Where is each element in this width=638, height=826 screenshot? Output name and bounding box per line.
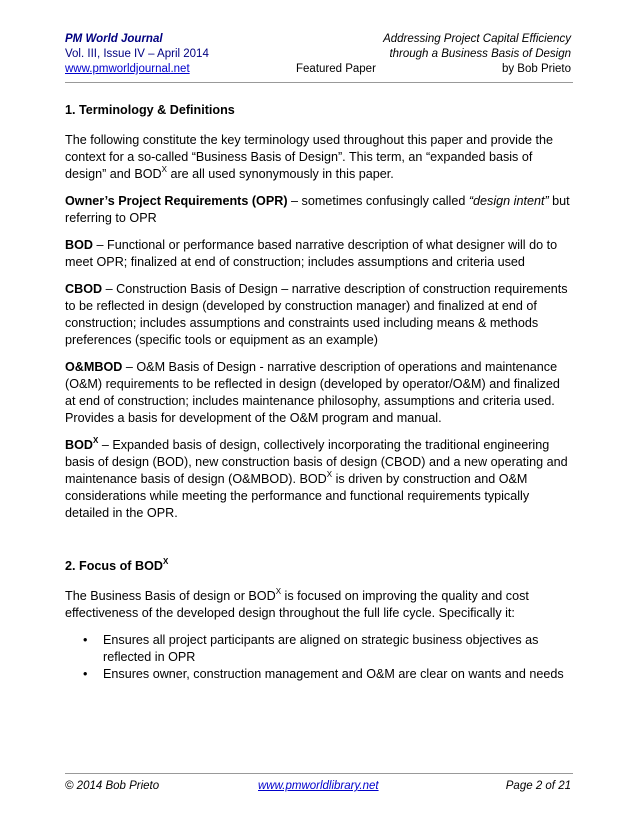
- focus-bullet-list: [65, 632, 573, 683]
- bullet-icon: •: [83, 633, 88, 647]
- header-category: Featured Paper: [296, 63, 376, 75]
- footer-divider: [65, 773, 573, 774]
- section1-intro: The following constitute the key terminology used throughout this paper and provide the context for a so-called “Business Basis of Design”. This term, an “expanded basis of design” and $BOD^X$ are all used synonymously in this paper.: [65, 133, 553, 181]
- term-ombod: O&MBOD: [65, 360, 123, 374]
- journal-link[interactable]: www.pmworldjournal.net: [65, 63, 190, 75]
- footer-copyright: © 2014 Bob Prieto: [65, 780, 160, 792]
- term-bodx: $BOD^X$: [65, 435, 99, 452]
- paper-author: by Bob Prieto: [501, 63, 571, 75]
- definition-cbod: CBOD – Construction Basis of Design – narrative description of construction requirements to be reflected in design (developed by construction manager) and finalized at end of construction; includes assumptions and constraints used including means & methods preferences (specific tools or equipment as an example): [65, 282, 568, 347]
- list-item: • Ensures all project participants are aligned on strategic business objectives as reflected in OPR: [83, 633, 539, 664]
- footer-page-number: Page 2 of 21: [505, 780, 571, 792]
- header-journal-info: [65, 32, 209, 77]
- paper-title-line2: through a Business Basis of Design: [389, 48, 571, 60]
- definition-bod: BOD – Functional or performance based narrative description of what designer will do to meet OPR; finalized at end of construction; includes assumptions and criteria used: [65, 238, 558, 269]
- section2-heading: 2. Focus of $BOD^X$: [65, 556, 169, 573]
- section1-heading: 1. Terminology & Definitions: [65, 103, 235, 117]
- term-cbod: CBOD: [65, 282, 103, 296]
- journal-name: PM World Journal: [65, 33, 163, 45]
- definition-bodx: $BOD^X$ – Expanded basis of design, collectively incorporating the traditional engineering basis of design (BOD), new construction basis of design (CBOD) and a new operating and maintenance basis of design (O&MBOD). $BOD^X$ is driven by construction and O&M considerations while meeting the performance and functional requirements typically detailed in the OPR.: [65, 435, 568, 520]
- journal-volume: Vol. III, Issue IV – April 2014: [65, 48, 209, 60]
- list-item: • Ensures owner, construction management and O&M are clear on wants and needs: [83, 667, 564, 681]
- term-bod: BOD: [65, 238, 93, 252]
- bullet-icon: •: [83, 667, 88, 681]
- document-body: [65, 102, 573, 683]
- definition-opr: Owner’s Project Requirements (OPR) – sometimes confusingly called “design intent” but referring to OPR: [65, 194, 570, 225]
- paper-title-line1: Addressing Project Capital Efficiency: [383, 33, 571, 45]
- header-paper-info: [383, 32, 571, 77]
- section2-intro: The Business Basis of design or $BOD^X$ is focused on improving the quality and cost effectiveness of the developed design throughout the full life cycle. Specifically it:: [65, 586, 529, 620]
- footer-library-link[interactable]: www.pmworldlibrary.net: [258, 780, 379, 792]
- definition-ombod: O&MBOD – O&M Basis of Design - narrative description of operations and maintenance (O&M) requirements to be reflected in design (developed by operator/O&M) and finalized at end of construction; includes maintenance philosophy, assumptions and criteria used. Provides a basis for development of the O&M program and manual.: [65, 360, 560, 425]
- header-divider: [65, 82, 573, 83]
- term-opr: Owner’s Project Requirements (OPR): [65, 194, 288, 208]
